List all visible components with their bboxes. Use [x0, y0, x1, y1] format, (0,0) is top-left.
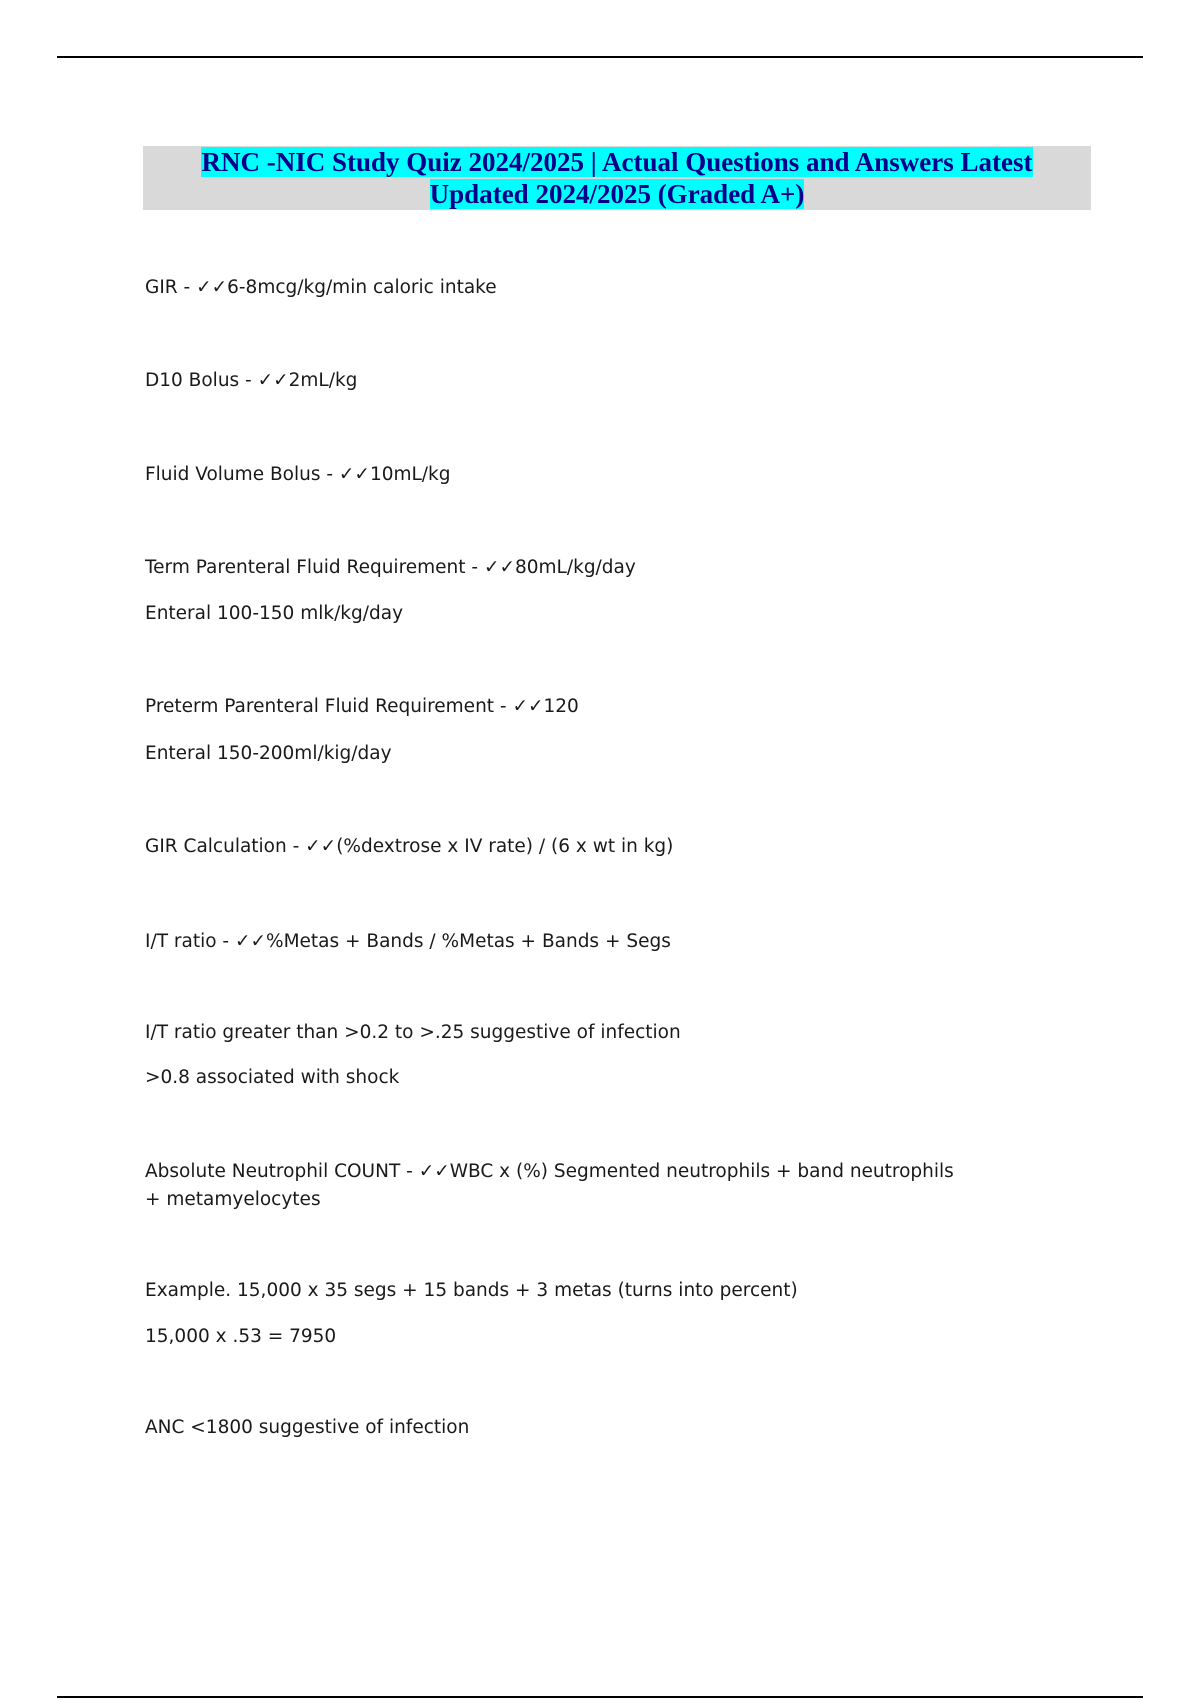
qa-entry-term-parenteral [145, 554, 636, 582]
document-title [143, 146, 1091, 210]
note-anc-threshold: ANC <1800 suggestive of infection [145, 1417, 470, 1438]
entry-term: D10 Bolus - [145, 370, 258, 391]
entry-term: Fluid Volume Bolus - [145, 464, 339, 485]
note-it-ratio-infection: I/T ratio greater than >0.2 to >.25 suggestive of infection [145, 1022, 681, 1043]
check-icon: ✓✓ [305, 836, 337, 857]
entry-term: Term Parenteral Fluid Requirement - [145, 557, 484, 578]
entry-term: GIR Calculation - [145, 836, 306, 857]
title-line-2: Updated 2024/2025 (Graded A+) [429, 179, 805, 209]
check-icon: ✓✓ [338, 464, 370, 485]
note-term-enteral: Enteral 100-150 mlk/kg/day [145, 603, 404, 624]
check-icon: ✓✓ [483, 557, 515, 578]
header-rule [57, 56, 1143, 58]
qa-entry-absolute-neutrophil-count [145, 1158, 975, 1214]
entry-term: I/T ratio - [145, 931, 235, 952]
title-line-1: RNC -NIC Study Quiz 2024/2025 | Actual Questions and Answers Latest [201, 147, 1033, 177]
entry-term: Preterm Parenteral Fluid Requirement - [145, 696, 513, 717]
qa-entry-gir [145, 274, 497, 302]
qa-entry-d10-bolus [145, 367, 357, 395]
entry-term: Absolute Neutrophil COUNT - [145, 1161, 419, 1182]
entry-answer: 80mL/kg/day [515, 557, 636, 578]
entry-answer: %Metas + Bands / %Metas + Bands + Segs [265, 931, 671, 952]
qa-entry-preterm-parenteral [145, 693, 579, 721]
entry-term: GIR - [145, 277, 197, 298]
entry-answer: 6-8mcg/kg/min caloric intake [227, 277, 497, 298]
footer-rule [57, 1696, 1143, 1698]
entry-answer: 2mL/kg [288, 370, 358, 391]
note-anc-example-result: 15,000 x .53 = 7950 [145, 1326, 337, 1347]
check-icon: ✓✓ [234, 931, 266, 952]
note-preterm-enteral: Enteral 150-200ml/kig/day [145, 743, 392, 764]
check-icon: ✓✓ [512, 696, 544, 717]
entry-answer: (%dextrose x IV rate) / (6 x wt in kg) [336, 836, 674, 857]
note-it-ratio-shock: >0.8 associated with shock [145, 1067, 400, 1088]
check-icon: ✓✓ [196, 277, 228, 298]
qa-entry-gir-calculation [145, 833, 673, 861]
entry-answer: 120 [543, 696, 579, 717]
qa-entry-fluid-volume-bolus [145, 461, 451, 489]
entry-answer: 10mL/kg [369, 464, 451, 485]
qa-entry-it-ratio [145, 928, 671, 956]
note-anc-example: Example. 15,000 x 35 segs + 15 bands + 3 metas (turns into percent) [145, 1280, 798, 1301]
check-icon: ✓✓ [257, 370, 289, 391]
entry-answer: WBC x (%) Segmented neutrophils + band neutrophils + metamyelocytes [145, 1161, 954, 1210]
check-icon: ✓✓ [418, 1161, 450, 1182]
